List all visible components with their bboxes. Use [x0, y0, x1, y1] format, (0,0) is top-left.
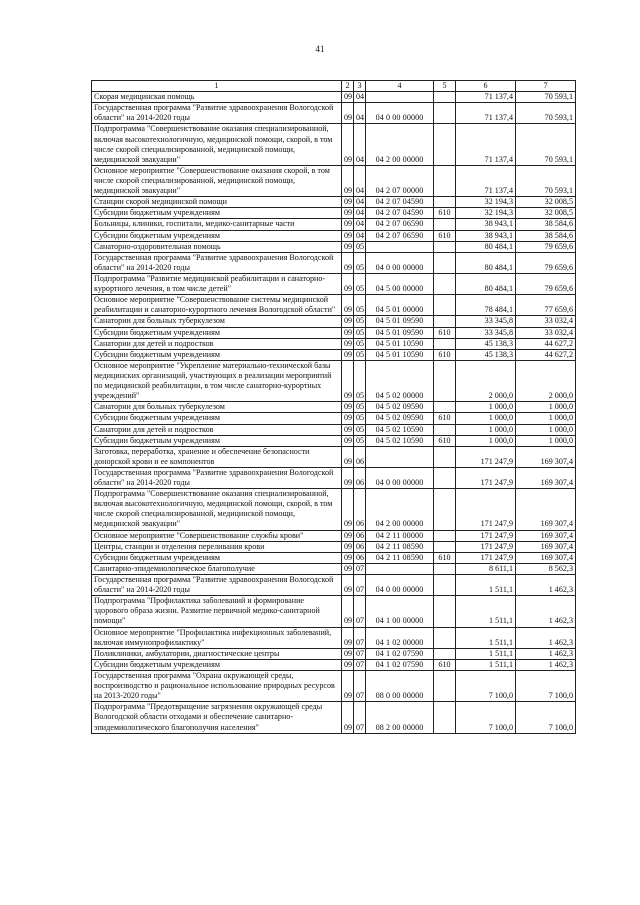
row-amount-col7-cell: 169 307,4 — [516, 489, 576, 530]
row-expense-type-cell — [434, 165, 456, 196]
row-name-cell: Санатории для больных туберкулезом — [92, 316, 342, 327]
table-row — [92, 467, 576, 488]
table-row — [92, 230, 576, 241]
row-section-cell: 09 — [342, 702, 354, 733]
row-amount-col7-cell: 169 307,4 — [516, 467, 576, 488]
table-row — [92, 124, 576, 165]
row-name-cell: Санатории для детей и подростков — [92, 338, 342, 349]
row-name-cell: Центры, станции и отделения переливания крови — [92, 541, 342, 552]
row-target-article-cell: 04 5 00 00000 — [366, 273, 434, 294]
row-amount-col6-cell: 78 484,1 — [456, 295, 516, 316]
row-expense-type-cell: 610 — [434, 208, 456, 219]
row-section-cell: 09 — [342, 349, 354, 360]
row-expense-type-cell — [434, 627, 456, 648]
table-row — [92, 316, 576, 327]
row-name-cell: Основное мероприятие "Профилактика инфекционных заболеваний, включая иммунопрофилактику" — [92, 627, 342, 648]
row-amount-col7-cell: 1 462,3 — [516, 575, 576, 596]
row-name-cell: Заготовка, переработка, хранение и обеспечение безопасности донорской крови и ее компонентов — [92, 446, 342, 467]
row-expense-type-cell — [434, 252, 456, 273]
row-amount-col6-cell: 80 484,1 — [456, 241, 516, 252]
table-row — [92, 648, 576, 659]
row-expense-type-cell: 610 — [434, 659, 456, 670]
row-expense-type-cell — [434, 575, 456, 596]
row-name-cell: Скорая медицинская помощь — [92, 92, 342, 103]
row-target-article-cell: 04 5 02 00000 — [366, 360, 434, 401]
row-section-cell: 09 — [342, 316, 354, 327]
row-expense-type-cell: 610 — [434, 552, 456, 563]
row-subsection-cell: 05 — [354, 338, 366, 349]
row-amount-col7-cell: 1 000,0 — [516, 435, 576, 446]
row-section-cell: 09 — [342, 230, 354, 241]
table-row — [92, 327, 576, 338]
row-amount-col6-cell: 1 511,1 — [456, 596, 516, 627]
row-amount-col6-cell: 1 000,0 — [456, 402, 516, 413]
row-subsection-cell: 05 — [354, 402, 366, 413]
row-amount-col6-cell: 80 484,1 — [456, 252, 516, 273]
row-target-article-cell: 04 0 00 00000 — [366, 467, 434, 488]
row-expense-type-cell — [434, 295, 456, 316]
row-expense-type-cell — [434, 219, 456, 230]
row-amount-col6-cell: 71 137,4 — [456, 92, 516, 103]
row-amount-col7-cell: 33 032,4 — [516, 327, 576, 338]
table-row — [92, 575, 576, 596]
row-section-cell: 09 — [342, 327, 354, 338]
row-amount-col7-cell: 44 627,2 — [516, 349, 576, 360]
row-amount-col7-cell: 7 100,0 — [516, 702, 576, 733]
row-name-cell: Государственная программа "Охрана окружающей среды, воспроизводство и рациональное использование природных ресурсов на 2013-2020 годы" — [92, 671, 342, 702]
table-row — [92, 402, 576, 413]
row-subsection-cell: 07 — [354, 563, 366, 574]
row-target-article-cell — [366, 563, 434, 574]
row-amount-col7-cell: 1 000,0 — [516, 402, 576, 413]
row-subsection-cell: 07 — [354, 671, 366, 702]
row-amount-col6-cell: 171 247,9 — [456, 489, 516, 530]
table-row — [92, 241, 576, 252]
table-row — [92, 659, 576, 670]
row-section-cell: 09 — [342, 467, 354, 488]
row-amount-col7-cell: 1 462,3 — [516, 659, 576, 670]
table-header-row — [92, 81, 576, 92]
row-target-article-cell: 04 1 02 00000 — [366, 627, 434, 648]
row-subsection-cell: 05 — [354, 316, 366, 327]
row-amount-col7-cell: 1 462,3 — [516, 648, 576, 659]
row-amount-col6-cell: 2 000,0 — [456, 360, 516, 401]
row-amount-col6-cell: 7 100,0 — [456, 702, 516, 733]
row-expense-type-cell — [434, 402, 456, 413]
table-row — [92, 197, 576, 208]
row-target-article-cell: 04 5 01 09590 — [366, 316, 434, 327]
row-expense-type-cell — [434, 92, 456, 103]
row-section-cell: 09 — [342, 413, 354, 424]
row-target-article-cell: 04 2 11 08590 — [366, 541, 434, 552]
row-subsection-cell: 04 — [354, 208, 366, 219]
row-name-cell: Подпрограмма "Развитие медицинской реабилитации и санаторно-курортного лечения, в том числе детей" — [92, 273, 342, 294]
row-amount-col7-cell: 1 462,3 — [516, 596, 576, 627]
row-amount-col6-cell: 32 194,3 — [456, 197, 516, 208]
table-row — [92, 446, 576, 467]
row-amount-col7-cell: 33 032,4 — [516, 316, 576, 327]
row-name-cell: Субсидии бюджетным учреждениям — [92, 327, 342, 338]
table-row — [92, 252, 576, 273]
row-section-cell: 09 — [342, 252, 354, 273]
row-subsection-cell: 04 — [354, 219, 366, 230]
row-target-article-cell: 04 5 01 10590 — [366, 338, 434, 349]
row-expense-type-cell — [434, 338, 456, 349]
row-subsection-cell: 05 — [354, 273, 366, 294]
row-section-cell: 09 — [342, 541, 354, 552]
row-expense-type-cell: 610 — [434, 413, 456, 424]
table-row — [92, 208, 576, 219]
row-name-cell: Государственная программа "Развитие здравоохранения Вологодской области" на 2014-2020 годы — [92, 467, 342, 488]
table-row — [92, 103, 576, 124]
row-expense-type-cell — [434, 541, 456, 552]
row-name-cell: Санаторно-оздоровительная помощь — [92, 241, 342, 252]
row-section-cell: 09 — [342, 197, 354, 208]
row-expense-type-cell: 610 — [434, 327, 456, 338]
table-row — [92, 489, 576, 530]
row-target-article-cell: 04 2 07 04590 — [366, 208, 434, 219]
row-subsection-cell: 06 — [354, 467, 366, 488]
table-row — [92, 295, 576, 316]
header-cell: 1 — [92, 81, 342, 92]
row-subsection-cell: 07 — [354, 659, 366, 670]
row-amount-col6-cell: 45 138,3 — [456, 338, 516, 349]
row-amount-col7-cell: 70 593,1 — [516, 124, 576, 165]
row-amount-col6-cell: 1 000,0 — [456, 424, 516, 435]
row-amount-col7-cell: 44 627,2 — [516, 338, 576, 349]
row-amount-col6-cell: 171 247,9 — [456, 552, 516, 563]
row-name-cell: Поликлиники, амбулатории, диагностические центры — [92, 648, 342, 659]
row-amount-col6-cell: 1 000,0 — [456, 413, 516, 424]
row-amount-col7-cell: 7 100,0 — [516, 671, 576, 702]
row-expense-type-cell — [434, 648, 456, 659]
row-target-article-cell: 04 2 11 08590 — [366, 552, 434, 563]
row-expense-type-cell — [434, 563, 456, 574]
page-number: 41 — [315, 44, 325, 54]
row-section-cell: 09 — [342, 402, 354, 413]
row-subsection-cell: 05 — [354, 435, 366, 446]
row-name-cell: Основное мероприятие "Совершенствование системы медицинской реабилитации и санаторно-курортного лечения Вологодской области" — [92, 295, 342, 316]
row-amount-col7-cell: 169 307,4 — [516, 530, 576, 541]
row-target-article-cell: 04 0 00 00000 — [366, 575, 434, 596]
table-row — [92, 530, 576, 541]
row-section-cell: 09 — [342, 446, 354, 467]
row-expense-type-cell — [434, 197, 456, 208]
row-subsection-cell: 05 — [354, 295, 366, 316]
row-target-article-cell: 04 2 00 00000 — [366, 124, 434, 165]
row-amount-col6-cell: 1 511,1 — [456, 659, 516, 670]
table-row — [92, 273, 576, 294]
row-name-cell: Подпрограмма "Профилактика заболеваний и формирование здорового образа жизни. Развитие первичной медико-санитарной помощи" — [92, 596, 342, 627]
row-amount-col6-cell: 1 511,1 — [456, 627, 516, 648]
header-cell: 7 — [516, 81, 576, 92]
row-expense-type-cell — [434, 530, 456, 541]
row-name-cell: Подпрограмма "Совершенствование оказания специализированной, включая высокотехнологичную, медицинской помощи, скорой, в том числе скорой специализированной, медицинской помощи, медицинской эвакуации" — [92, 489, 342, 530]
row-amount-col6-cell: 33 345,8 — [456, 327, 516, 338]
row-expense-type-cell — [434, 241, 456, 252]
row-subsection-cell: 06 — [354, 489, 366, 530]
row-target-article-cell: 04 5 02 09590 — [366, 413, 434, 424]
row-subsection-cell: 05 — [354, 252, 366, 273]
row-target-article-cell — [366, 241, 434, 252]
row-name-cell: Подпрограмма "Предотвращение загрязнения окружающей среды Вологодской области отходами и обеспечение санитарно-эпидемиологического благополучия населения" — [92, 702, 342, 733]
row-amount-col6-cell: 171 247,9 — [456, 530, 516, 541]
table-row — [92, 702, 576, 733]
row-target-article-cell — [366, 446, 434, 467]
table-row — [92, 596, 576, 627]
row-amount-col7-cell: 70 593,1 — [516, 165, 576, 196]
table-row — [92, 360, 576, 401]
row-name-cell: Основное мероприятие "Совершенствование службы крови" — [92, 530, 342, 541]
row-expense-type-cell — [434, 360, 456, 401]
row-amount-col6-cell: 71 137,4 — [456, 103, 516, 124]
row-section-cell: 09 — [342, 241, 354, 252]
row-subsection-cell: 05 — [354, 424, 366, 435]
row-name-cell: Санитарно-эпидемиологическое благополучие — [92, 563, 342, 574]
budget-table — [91, 80, 576, 734]
row-section-cell: 09 — [342, 671, 354, 702]
row-amount-col6-cell: 8 611,1 — [456, 563, 516, 574]
row-subsection-cell: 05 — [354, 360, 366, 401]
row-target-article-cell: 04 0 00 00000 — [366, 103, 434, 124]
row-subsection-cell: 07 — [354, 596, 366, 627]
row-target-article-cell: 04 5 02 10590 — [366, 424, 434, 435]
row-section-cell: 09 — [342, 208, 354, 219]
row-target-article-cell: 04 2 11 00000 — [366, 530, 434, 541]
row-expense-type-cell — [434, 273, 456, 294]
table-row — [92, 92, 576, 103]
row-section-cell: 09 — [342, 596, 354, 627]
row-target-article-cell: 04 1 02 07590 — [366, 659, 434, 670]
row-name-cell: Субсидии бюджетным учреждениям — [92, 349, 342, 360]
row-target-article-cell: 04 5 02 09590 — [366, 402, 434, 413]
row-target-article-cell: 04 1 00 00000 — [366, 596, 434, 627]
row-subsection-cell: 04 — [354, 230, 366, 241]
table-row — [92, 552, 576, 563]
table-row — [92, 349, 576, 360]
row-section-cell: 09 — [342, 659, 354, 670]
row-section-cell: 09 — [342, 563, 354, 574]
header-cell: 4 — [366, 81, 434, 92]
row-section-cell: 09 — [342, 435, 354, 446]
row-subsection-cell: 04 — [354, 92, 366, 103]
row-section-cell: 09 — [342, 648, 354, 659]
row-expense-type-cell — [434, 702, 456, 733]
row-amount-col6-cell: 71 137,4 — [456, 124, 516, 165]
row-section-cell: 09 — [342, 103, 354, 124]
row-name-cell: Государственная программа "Развитие здравоохранения Вологодской области" на 2014-2020 годы — [92, 252, 342, 273]
row-section-cell: 09 — [342, 552, 354, 563]
header-cell: 5 — [434, 81, 456, 92]
row-section-cell: 09 — [342, 295, 354, 316]
row-amount-col7-cell: 79 659,6 — [516, 252, 576, 273]
row-subsection-cell: 04 — [354, 103, 366, 124]
header-cell: 6 — [456, 81, 516, 92]
row-amount-col7-cell: 169 307,4 — [516, 552, 576, 563]
row-amount-col7-cell: 1 000,0 — [516, 424, 576, 435]
row-amount-col7-cell: 169 307,4 — [516, 446, 576, 467]
table-row — [92, 563, 576, 574]
row-subsection-cell: 04 — [354, 165, 366, 196]
row-amount-col6-cell: 32 194,3 — [456, 208, 516, 219]
row-amount-col7-cell: 70 593,1 — [516, 92, 576, 103]
row-amount-col6-cell: 171 247,9 — [456, 467, 516, 488]
row-section-cell: 09 — [342, 489, 354, 530]
row-name-cell: Субсидии бюджетным учреждениям — [92, 435, 342, 446]
row-amount-col6-cell: 38 943,1 — [456, 230, 516, 241]
row-expense-type-cell — [434, 596, 456, 627]
table-row — [92, 413, 576, 424]
row-amount-col7-cell: 169 307,4 — [516, 541, 576, 552]
row-expense-type-cell — [434, 124, 456, 165]
row-subsection-cell: 05 — [354, 349, 366, 360]
row-name-cell: Государственная программа "Развитие здравоохранения Вологодской области" на 2014-2020 годы — [92, 103, 342, 124]
row-amount-col6-cell: 45 138,3 — [456, 349, 516, 360]
row-subsection-cell: 06 — [354, 446, 366, 467]
row-subsection-cell: 07 — [354, 648, 366, 659]
row-amount-col7-cell: 70 593,1 — [516, 103, 576, 124]
header-cell: 2 — [342, 81, 354, 92]
row-amount-col7-cell: 32 008,5 — [516, 208, 576, 219]
table-row — [92, 219, 576, 230]
row-target-article-cell: 04 5 01 00000 — [366, 295, 434, 316]
row-subsection-cell: 05 — [354, 327, 366, 338]
row-target-article-cell: 04 1 02 07590 — [366, 648, 434, 659]
row-expense-type-cell: 610 — [434, 435, 456, 446]
row-expense-type-cell — [434, 446, 456, 467]
row-amount-col6-cell: 80 484,1 — [456, 273, 516, 294]
row-target-article-cell: 04 2 07 06590 — [366, 230, 434, 241]
row-amount-col6-cell: 1 511,1 — [456, 575, 516, 596]
row-section-cell: 09 — [342, 165, 354, 196]
row-name-cell: Субсидии бюджетным учреждениям — [92, 208, 342, 219]
row-expense-type-cell — [434, 424, 456, 435]
row-name-cell: Больницы, клиники, госпитали, медико-санитарные части — [92, 219, 342, 230]
row-expense-type-cell: 610 — [434, 230, 456, 241]
row-subsection-cell: 06 — [354, 541, 366, 552]
row-target-article-cell — [366, 92, 434, 103]
row-expense-type-cell — [434, 489, 456, 530]
row-expense-type-cell — [434, 316, 456, 327]
row-name-cell: Субсидии бюджетным учреждениям — [92, 413, 342, 424]
row-amount-col7-cell: 1 000,0 — [516, 413, 576, 424]
row-section-cell: 09 — [342, 424, 354, 435]
row-expense-type-cell — [434, 671, 456, 702]
row-section-cell: 09 — [342, 360, 354, 401]
table-row — [92, 671, 576, 702]
row-subsection-cell: 07 — [354, 627, 366, 648]
row-amount-col7-cell: 38 584,6 — [516, 219, 576, 230]
row-amount-col6-cell: 33 345,8 — [456, 316, 516, 327]
row-amount-col7-cell: 79 659,6 — [516, 241, 576, 252]
row-amount-col7-cell: 38 584,6 — [516, 230, 576, 241]
row-expense-type-cell: 610 — [434, 349, 456, 360]
row-amount-col6-cell: 1 511,1 — [456, 648, 516, 659]
row-section-cell: 09 — [342, 627, 354, 648]
table-row — [92, 541, 576, 552]
table-row — [92, 424, 576, 435]
row-amount-col7-cell: 32 008,5 — [516, 197, 576, 208]
row-amount-col7-cell: 2 000,0 — [516, 360, 576, 401]
row-target-article-cell: 04 5 01 09590 — [366, 327, 434, 338]
table-row — [92, 627, 576, 648]
row-amount-col6-cell: 38 943,1 — [456, 219, 516, 230]
row-name-cell: Станции скорой медицинской помощи — [92, 197, 342, 208]
row-amount-col6-cell: 71 137,4 — [456, 165, 516, 196]
row-amount-col6-cell: 1 000,0 — [456, 435, 516, 446]
row-section-cell: 09 — [342, 575, 354, 596]
row-target-article-cell: 04 5 02 10590 — [366, 435, 434, 446]
row-subsection-cell: 04 — [354, 124, 366, 165]
row-amount-col7-cell: 8 562,3 — [516, 563, 576, 574]
row-subsection-cell: 04 — [354, 197, 366, 208]
row-target-article-cell: 08 2 00 00000 — [366, 702, 434, 733]
row-amount-col7-cell: 1 462,3 — [516, 627, 576, 648]
row-amount-col6-cell: 171 247,9 — [456, 446, 516, 467]
row-amount-col7-cell: 77 659,6 — [516, 295, 576, 316]
row-section-cell: 09 — [342, 273, 354, 294]
table-row — [92, 435, 576, 446]
row-expense-type-cell — [434, 103, 456, 124]
row-subsection-cell: 05 — [354, 241, 366, 252]
row-name-cell: Основное мероприятие "Укрепление материально-технической базы медицинских организаций, участвующих в реализации мероприятий по медицинской реабилитации, в том числе санаторно-курортных учреждений" — [92, 360, 342, 401]
row-amount-col7-cell: 79 659,6 — [516, 273, 576, 294]
table-row — [92, 165, 576, 196]
row-name-cell: Государственная программа "Развитие здравоохранения Вологодской области" на 2014-2020 годы — [92, 575, 342, 596]
row-section-cell: 09 — [342, 92, 354, 103]
row-amount-col6-cell: 171 247,9 — [456, 541, 516, 552]
row-target-article-cell: 04 0 00 00000 — [366, 252, 434, 273]
row-subsection-cell: 07 — [354, 575, 366, 596]
row-target-article-cell: 04 2 00 00000 — [366, 489, 434, 530]
row-amount-col6-cell: 7 100,0 — [456, 671, 516, 702]
row-subsection-cell: 06 — [354, 552, 366, 563]
row-expense-type-cell — [434, 467, 456, 488]
row-subsection-cell: 07 — [354, 702, 366, 733]
row-name-cell: Субсидии бюджетным учреждениям — [92, 552, 342, 563]
row-target-article-cell: 04 2 07 06590 — [366, 219, 434, 230]
header-cell: 3 — [354, 81, 366, 92]
row-name-cell: Санатории для детей и подростков — [92, 424, 342, 435]
row-target-article-cell: 04 2 07 04590 — [366, 197, 434, 208]
row-subsection-cell: 05 — [354, 413, 366, 424]
row-name-cell: Основное мероприятие "Совершенствование оказания скорой, в том числе скорой специализированной, медицинской помощи, медицинской эвакуации" — [92, 165, 342, 196]
row-name-cell: Субсидии бюджетным учреждениям — [92, 230, 342, 241]
table-row — [92, 338, 576, 349]
row-section-cell: 09 — [342, 219, 354, 230]
row-name-cell: Субсидии бюджетным учреждениям — [92, 659, 342, 670]
row-section-cell: 09 — [342, 530, 354, 541]
row-target-article-cell: 08 0 00 00000 — [366, 671, 434, 702]
row-subsection-cell: 06 — [354, 530, 366, 541]
row-name-cell: Санатории для больных туберкулезом — [92, 402, 342, 413]
row-target-article-cell: 04 5 01 10590 — [366, 349, 434, 360]
row-section-cell: 09 — [342, 338, 354, 349]
row-target-article-cell: 04 2 07 00000 — [366, 165, 434, 196]
row-section-cell: 09 — [342, 124, 354, 165]
row-name-cell: Подпрограмма "Совершенствование оказания специализированной, включая высокотехнологичную, медицинской помощи, скорой, в том числе скорой специализированной, медицинской помощи, медицинской эвакуации" — [92, 124, 342, 165]
